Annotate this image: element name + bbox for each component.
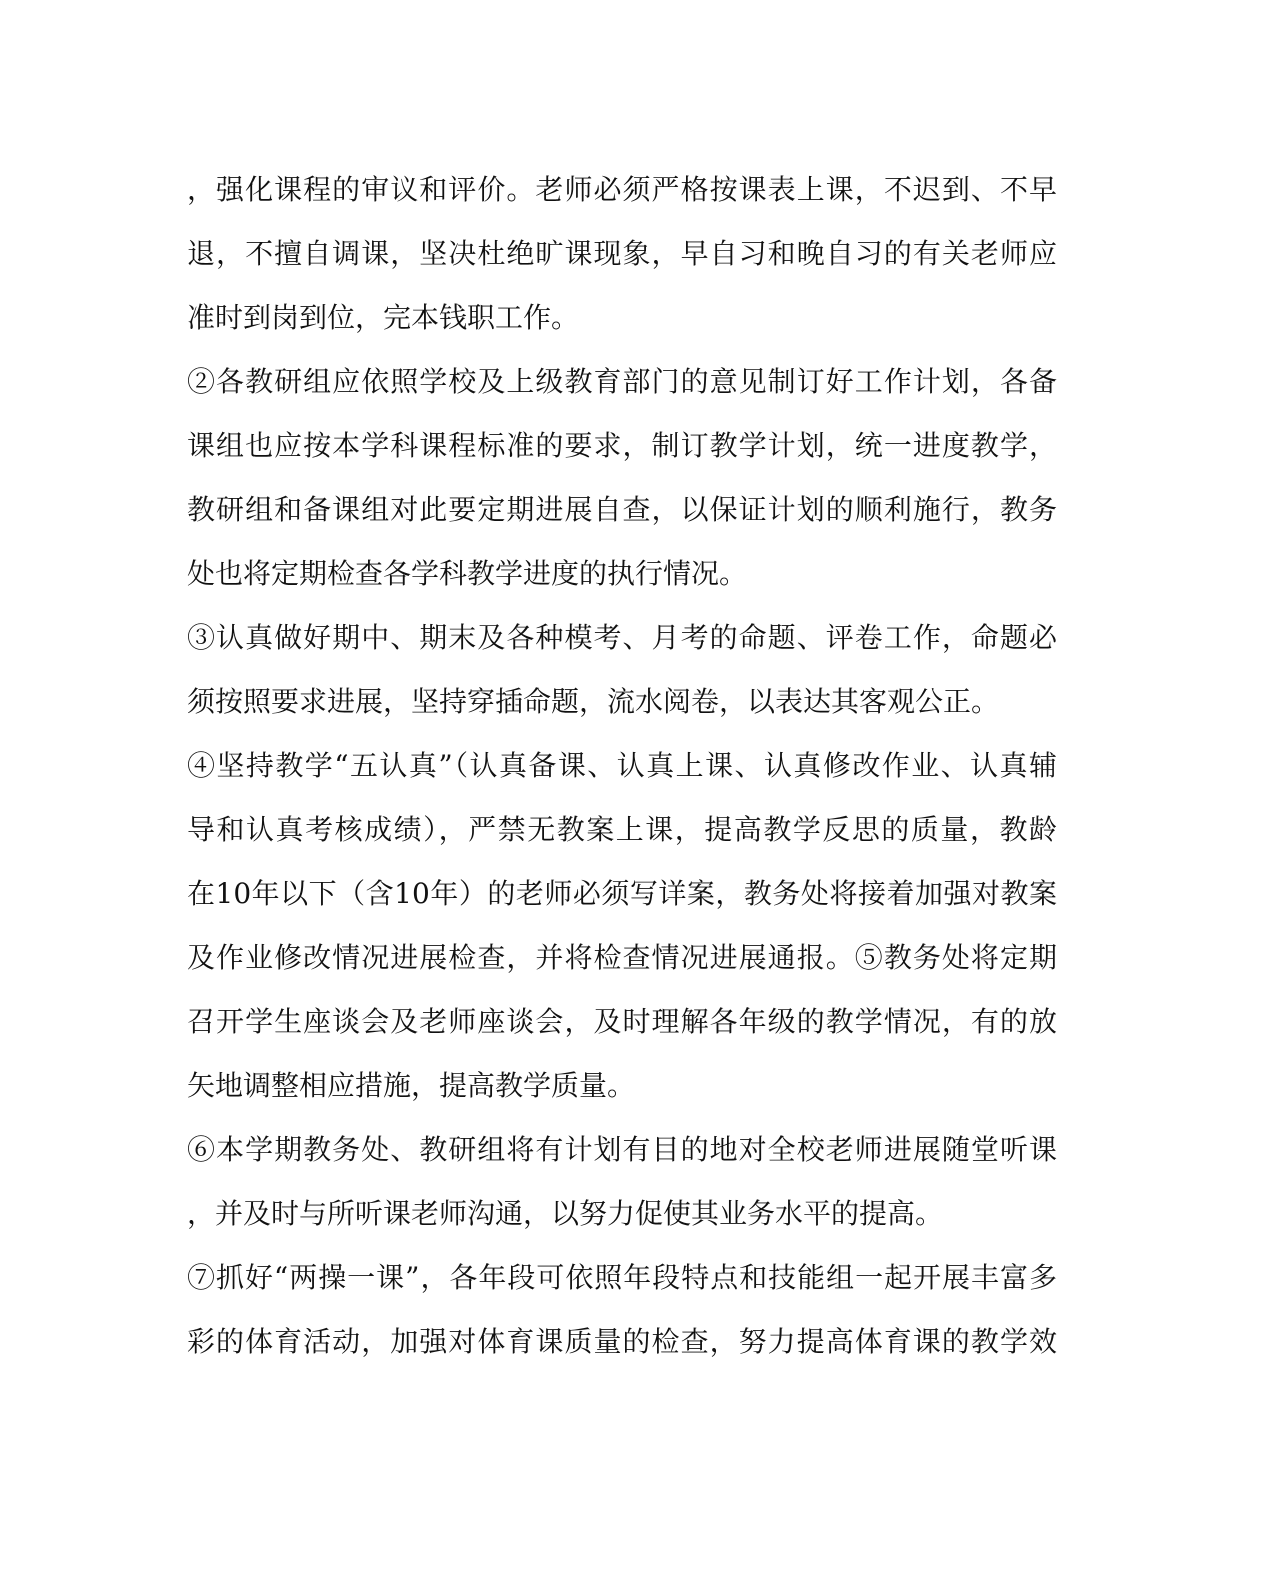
text-line: ⑥本学期教务处、教研组将有计划有目的地对全校老师进展随堂听课 (187, 1133, 1057, 1166)
text-line: ④坚持教学“五认真”（认真备课、认真上课、认真修改作业、认真辅 (187, 749, 1057, 782)
text-line: ⑦抓好“两操一课”，各年段可依照年段特点和技能组一起开展丰富多 (187, 1261, 1057, 1294)
text-line: 准时到岗到位，完本钱职工作。 (187, 301, 580, 334)
text-line: 须按照要求进展，坚持穿插命题，流水阅卷，以表达其客观公正。 (187, 685, 1000, 718)
text-line: 矢地调整相应措施，提高教学质量。 (187, 1069, 636, 1102)
text-line: 教研组和备课组对此要定期进展自查，以保证计划的顺利施行，教务 (187, 493, 1057, 526)
text-line: ，强化课程的审议和评价。老师必须严格按课表上课，不迟到、不早 (187, 173, 1057, 206)
text-line: 导和认真考核成绩），严禁无教案上课，提高教学反思的质量，教龄 (187, 813, 1057, 846)
text-line: 处也将定期检查各学科教学进度的执行情况。 (187, 557, 748, 590)
text-line: ③认真做好期中、期末及各种模考、月考的命题、评卷工作，命题必 (187, 621, 1057, 654)
text-line: 在10年以下（含10年）的老师必须写详案，教务处将接着加强对教案 (187, 877, 1057, 910)
text-line: ，并及时与所听课老师沟通，以努力促使其业务水平的提高。 (187, 1197, 944, 1230)
text-line: 退，不擅自调课，坚决杜绝旷课现象，早自习和晚自习的有关老师应 (187, 237, 1057, 270)
text-line: 及作业修改情况进展检查，并将检查情况进展通报。⑤教务处将定期 (187, 941, 1057, 974)
text-line: ②各教研组应依照学校及上级教育部门的意见制订好工作计划，各备 (187, 365, 1057, 398)
document-body (187, 158, 1057, 1374)
text-line: 彩的体育活动，加强对体育课质量的检查，努力提高体育课的教学效 (187, 1325, 1057, 1358)
text-line: 课组也应按本学科课程标准的要求，制订教学计划，统一进度教学， (187, 429, 1057, 462)
text-line: 召开学生座谈会及老师座谈会，及时理解各年级的教学情况，有的放 (187, 1005, 1057, 1038)
